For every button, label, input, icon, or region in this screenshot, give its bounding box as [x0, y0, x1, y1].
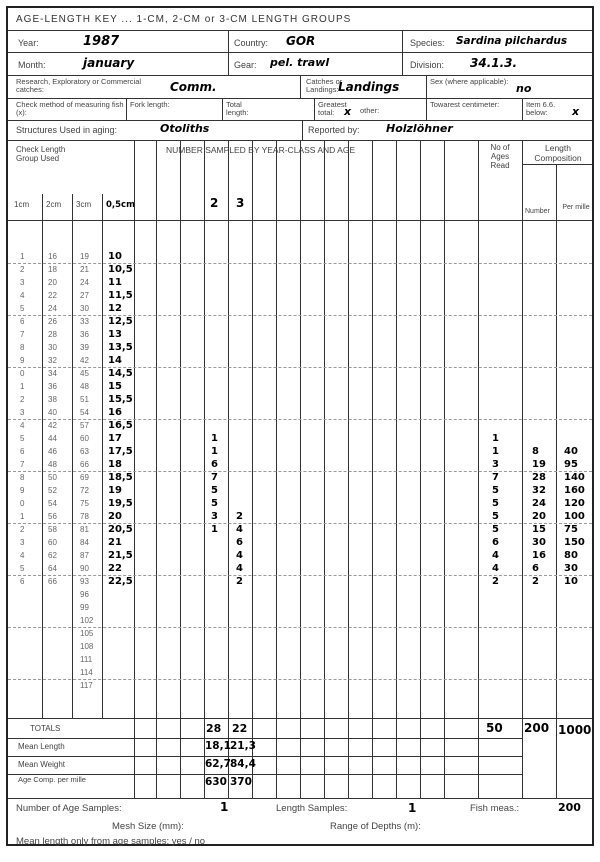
rule — [556, 164, 557, 798]
length-cell: 21,5 — [108, 550, 133, 561]
number-col-header: Number — [525, 208, 550, 215]
age-comp-age-2: 630 — [205, 776, 227, 788]
cm3-label: 39 — [80, 343, 89, 352]
cm3-label: 63 — [80, 447, 89, 456]
rule — [42, 194, 43, 718]
cm3-label: 21 — [80, 265, 89, 274]
rule — [300, 140, 301, 798]
rule — [252, 140, 253, 798]
length-cell: 16 — [108, 407, 122, 418]
method-label: Check method of measuring fish (x): — [16, 100, 124, 117]
cm2-label: 50 — [48, 473, 57, 482]
cm1-label: 9 — [20, 356, 25, 365]
cm3-label: 93 — [80, 577, 89, 586]
gear-value: pel. trawl — [270, 56, 330, 69]
cm3-label: 57 — [80, 421, 89, 430]
cm3-label: 111 — [80, 655, 93, 664]
cm1-label: 9 — [20, 486, 25, 495]
greatest-label: Greatest total: — [318, 100, 347, 117]
cm1-label: 3 — [20, 278, 25, 287]
mean-length-age-2: 18,1 — [205, 740, 231, 752]
age-comp-age-3: 370 — [230, 776, 252, 788]
mean-length-question: Mean length only from age samples: yes / no — [16, 836, 206, 847]
lc-permille-cell: 160 — [564, 485, 585, 496]
rule — [126, 98, 127, 120]
ages-read-cell: 5 — [492, 511, 499, 522]
rule — [478, 140, 479, 798]
sex-label: Sex (where applicable): — [430, 77, 509, 86]
length-cell: 11,5 — [108, 290, 133, 301]
cm3-label: 105 — [80, 629, 94, 638]
cm1-label: 3 — [20, 408, 25, 417]
lc-number-cell: 20 — [532, 511, 546, 522]
cm3-label: 102 — [80, 616, 94, 625]
month-value: january — [83, 56, 135, 70]
cm2-label: 62 — [48, 551, 57, 560]
cm3-label: 99 — [80, 603, 89, 612]
age-2-cell: 3 — [211, 511, 218, 522]
age-2-header: 2 — [210, 196, 219, 210]
rule — [8, 120, 592, 121]
rule — [314, 98, 315, 120]
reported-label: Reported by: — [308, 125, 360, 135]
age-samples-label: Number of Age Samples: — [16, 803, 122, 814]
rule — [8, 798, 592, 799]
rule — [228, 140, 229, 798]
length-cell: 20,5 — [108, 524, 133, 535]
length-samples-value: 1 — [408, 801, 417, 815]
rule — [426, 98, 427, 120]
ages-read-header: No of Ages Read — [490, 143, 510, 170]
age-3-cell: 6 — [236, 537, 243, 548]
lowerest-label: Towarest centimeter: — [430, 100, 500, 109]
rule — [204, 140, 205, 798]
cm2-label: 38 — [48, 395, 57, 404]
cm3-label: 45 — [80, 369, 89, 378]
cm1-label: 0 — [20, 369, 25, 378]
length-cell: 22 — [108, 563, 122, 574]
division-label: Division: — [410, 60, 445, 70]
age-3-cell: 4 — [236, 550, 243, 561]
length-cell: 16,5 — [108, 420, 133, 431]
rule — [8, 718, 592, 719]
cm3-label: 75 — [80, 499, 89, 508]
length-cell: 19,5 — [108, 498, 133, 509]
cm2-label: 22 — [48, 291, 57, 300]
mesh-size-label: Mesh Size (mm): — [112, 821, 184, 832]
cm3-label: 54 — [80, 408, 89, 417]
cm1-label: 6 — [20, 317, 25, 326]
length-cell: 14,5 — [108, 368, 133, 379]
mean-length-age-3: 21,3 — [230, 740, 256, 752]
cm3-label: 72 — [80, 486, 89, 495]
cm2-label: 28 — [48, 330, 57, 339]
age-2-cell: 7 — [211, 472, 218, 483]
col-2cm: 2cm — [46, 200, 62, 209]
cm2-label: 66 — [48, 577, 57, 586]
greatest-value: x — [344, 105, 352, 118]
age-2-cell: 1 — [211, 446, 218, 457]
cm2-label: 24 — [48, 304, 57, 313]
col-05cm: 0,5cm — [106, 200, 135, 210]
lc-permille-cell: 100 — [564, 511, 585, 522]
gear-label: Gear: — [234, 60, 257, 70]
length-cell: 13 — [108, 329, 122, 340]
lc-permille-cell: 140 — [564, 472, 585, 483]
lc-permille-cell: 80 — [564, 550, 578, 561]
rule — [302, 120, 303, 140]
permille-col-header: Per mille — [562, 204, 590, 211]
col-1cm: 1cm — [14, 200, 30, 209]
cm2-label: 52 — [48, 486, 57, 495]
cm1-label: 5 — [20, 304, 25, 313]
rule — [72, 194, 73, 718]
cm2-label: 20 — [48, 278, 57, 287]
rule — [300, 75, 301, 98]
cm2-label: 40 — [48, 408, 57, 417]
rule — [8, 30, 592, 31]
mean-weight-age-2: 62,7 — [205, 758, 231, 770]
cm3-label: 51 — [80, 395, 89, 404]
rule — [134, 140, 135, 798]
rule — [396, 140, 397, 798]
country-label: Country: — [234, 38, 269, 48]
length-cell: 17 — [108, 433, 122, 444]
mean-length-label: Mean Length — [18, 742, 65, 751]
cm2-label: 48 — [48, 460, 57, 469]
ages-read-cell: 4 — [492, 550, 499, 561]
length-cell: 21 — [108, 537, 122, 548]
lc-permille-cell: 120 — [564, 498, 585, 509]
cm3-label: 24 — [80, 278, 89, 287]
cm1-label: 7 — [20, 460, 25, 469]
cm3-label: 60 — [80, 434, 89, 443]
lc-number-cell: 8 — [532, 446, 539, 457]
total-age-2: 28 — [206, 722, 222, 735]
depths-label: Range of Depths (m): — [330, 821, 421, 832]
length-cell: 15 — [108, 381, 122, 392]
cm1-label: 2 — [20, 525, 25, 534]
rule — [522, 98, 523, 120]
cm3-label: 117 — [80, 681, 93, 690]
lc-permille-cell: 150 — [564, 537, 585, 548]
ages-read-cell: 2 — [492, 576, 499, 587]
total-label: Total length: — [226, 100, 249, 117]
length-cell: 12 — [108, 303, 122, 314]
ages-read-cell: 3 — [492, 459, 499, 470]
cm2-label: 44 — [48, 434, 57, 443]
rule — [276, 140, 277, 798]
number-sampled-header: NUMBER SAMPLED BY YEAR-CLASS AND AGE — [166, 145, 356, 155]
cm1-label: 8 — [20, 343, 25, 352]
length-cell: 15,5 — [108, 394, 133, 405]
catches-label: Catches or Landings: — [306, 77, 343, 94]
rule — [8, 98, 592, 99]
length-cell: 10,5 — [108, 264, 133, 275]
length-cell: 22,5 — [108, 576, 133, 587]
ages-read-cell: 6 — [492, 537, 499, 548]
length-cell: 20 — [108, 511, 122, 522]
lc-number-cell: 24 — [532, 498, 546, 509]
cm2-label: 26 — [48, 317, 57, 326]
division-value: 34.1.3. — [470, 56, 518, 70]
cm1-label: 4 — [20, 421, 25, 430]
mean-weight-age-3: 84,4 — [230, 758, 256, 770]
lc-permille-cell: 75 — [564, 524, 578, 535]
lc-number-cell: 6 — [532, 563, 539, 574]
cm2-label: 58 — [48, 525, 57, 534]
cm1-label: 6 — [20, 577, 25, 586]
cm3-label: 33 — [80, 317, 89, 326]
ages-read-cell: 4 — [492, 563, 499, 574]
age-3-cell: 4 — [236, 524, 243, 535]
fork-label: Fork length: — [130, 100, 170, 109]
structures-label: Structures Used in aging: — [16, 125, 118, 135]
research-value: Comm. — [170, 80, 217, 94]
length-cell: 18,5 — [108, 472, 133, 483]
cm2-label: 42 — [48, 421, 57, 430]
year-label: Year: — [18, 38, 39, 48]
lc-permille-cell: 10 — [564, 576, 578, 587]
cm1-label: 7 — [20, 330, 25, 339]
cm3-label: 48 — [80, 382, 89, 391]
cm3-label: 42 — [80, 356, 89, 365]
ages-read-cell: 7 — [492, 472, 499, 483]
species-label: Species: — [410, 38, 445, 48]
lc-number-cell: 19 — [532, 459, 546, 470]
lc-number-cell: 15 — [532, 524, 546, 535]
rule — [420, 140, 421, 798]
country-value: GOR — [286, 34, 316, 48]
cm2-label: 36 — [48, 382, 57, 391]
month-label: Month: — [18, 60, 46, 70]
reported-value: Holzlöhner — [386, 122, 453, 135]
group-used-label: Check Length Group Used — [16, 145, 66, 163]
total-permille: 1000 — [558, 723, 592, 737]
length-cell: 12,5 — [108, 316, 133, 327]
age-2-cell: 5 — [211, 485, 218, 496]
ages-read-cell: 5 — [492, 485, 499, 496]
cm2-label: 18 — [48, 265, 57, 274]
lc-permille-cell: 40 — [564, 446, 578, 457]
length-cell: 13,5 — [108, 342, 133, 353]
cm3-label: 81 — [80, 525, 89, 534]
age-length-form — [6, 6, 594, 846]
rule — [8, 738, 522, 739]
age-2-cell: 1 — [211, 433, 218, 444]
lc-number-cell: 30 — [532, 537, 546, 548]
length-cell: 11 — [108, 277, 122, 288]
rule — [180, 140, 181, 798]
lc-number-cell: 32 — [532, 485, 546, 496]
year-value: 1987 — [83, 34, 120, 49]
lc-permille-cell: 95 — [564, 459, 578, 470]
lc-permille-cell: 30 — [564, 563, 578, 574]
cm3-label: 108 — [80, 642, 94, 651]
rule — [522, 164, 592, 165]
age-3-cell: 2 — [236, 576, 243, 587]
cm1-label: 2 — [20, 395, 25, 404]
age-2-cell: 1 — [211, 524, 218, 535]
rule — [8, 756, 522, 757]
cm3-label: 30 — [80, 304, 89, 313]
cm1-label: 0 — [20, 499, 25, 508]
total-age-3: 22 — [232, 722, 248, 735]
cm2-label: 64 — [48, 564, 57, 573]
rule — [8, 52, 592, 53]
total-number: 200 — [524, 721, 550, 735]
cm3-label: 66 — [80, 460, 89, 469]
item-label: Item 6.6. below: — [526, 100, 556, 117]
age-comp-label: Age Comp. per mille — [18, 775, 86, 784]
length-cell: 19 — [108, 485, 122, 496]
length-cell: 18 — [108, 459, 122, 470]
cm2-label: 34 — [48, 369, 57, 378]
rule — [426, 75, 427, 98]
ages-read-cell: 1 — [492, 433, 499, 444]
rule — [372, 140, 373, 798]
rule — [522, 140, 523, 798]
age-2-cell: 6 — [211, 459, 218, 470]
catches-value: Landings — [338, 80, 400, 94]
item-value: x — [572, 105, 580, 118]
rule — [444, 140, 445, 798]
species-value: Sardina pilchardus — [456, 35, 568, 47]
ages-read-cell: 5 — [492, 498, 499, 509]
cm3-label: 27 — [80, 291, 89, 300]
research-label: Research, Exploratory or Commercial catches: — [16, 77, 142, 94]
cm1-label: 1 — [20, 512, 25, 521]
cm1-label: 4 — [20, 551, 25, 560]
cm1-label: 5 — [20, 564, 25, 573]
lc-number-cell: 16 — [532, 550, 546, 561]
form-title: AGE-LENGTH KEY ... 1-CM, 2-CM or 3-CM LENGTH GROUPS — [16, 14, 352, 25]
rule — [402, 30, 403, 75]
cm3-label: 96 — [80, 590, 89, 599]
age-3-cell: 4 — [236, 563, 243, 574]
cm3-label: 84 — [80, 538, 89, 547]
ages-read-cell: 1 — [492, 446, 499, 457]
cm3-label: 69 — [80, 473, 89, 482]
age-3-header: 3 — [236, 196, 245, 210]
length-samples-label: Length Samples: — [276, 803, 348, 814]
cm1-label: 8 — [20, 473, 25, 482]
fish-meas-label: Fish meas.: — [470, 803, 520, 814]
lc-number-cell: 28 — [532, 472, 546, 483]
cm1-label: 1 — [20, 252, 25, 261]
length-comp-header: Length Composition — [534, 143, 582, 163]
cm2-label: 46 — [48, 447, 57, 456]
cm3-label: 78 — [80, 512, 89, 521]
cm2-label: 60 — [48, 538, 57, 547]
length-cell: 17,5 — [108, 446, 133, 457]
other-label: other: — [360, 106, 380, 115]
cm2-label: 56 — [48, 512, 57, 521]
rule — [228, 30, 229, 75]
col-3cm: 3cm — [76, 200, 92, 209]
age-samples-value: 1 — [220, 800, 229, 814]
cm3-label: 36 — [80, 330, 89, 339]
cm2-label: 32 — [48, 356, 57, 365]
cm1-label: 5 — [20, 434, 25, 443]
rule — [102, 194, 103, 718]
cm2-label: 16 — [48, 252, 57, 261]
lc-number-cell: 2 — [532, 576, 539, 587]
fish-meas-value: 200 — [558, 801, 581, 814]
cm1-label: 4 — [20, 291, 25, 300]
length-cell: 10 — [108, 251, 122, 262]
cm3-label: 114 — [80, 668, 93, 677]
structures-value: Otoliths — [160, 122, 210, 135]
rule — [348, 140, 349, 798]
total-ages-read: 50 — [486, 721, 503, 735]
rule — [156, 140, 157, 798]
totals-label: TOTALS — [30, 724, 61, 733]
rule — [222, 98, 223, 120]
age-3-cell: 2 — [236, 511, 243, 522]
cm1-label: 3 — [20, 538, 25, 547]
cm3-label: 87 — [80, 551, 89, 560]
ages-read-cell: 5 — [492, 524, 499, 535]
cm3-label: 19 — [80, 252, 89, 261]
length-cell: 14 — [108, 355, 122, 366]
cm3-label: 90 — [80, 564, 89, 573]
rule — [324, 140, 325, 798]
cm1-label: 2 — [20, 265, 25, 274]
mean-weight-label: Mean Weight — [18, 760, 65, 769]
cm2-label: 30 — [48, 343, 57, 352]
sex-value: no — [516, 82, 532, 95]
cm1-label: 1 — [20, 382, 25, 391]
cm1-label: 6 — [20, 447, 25, 456]
cm2-label: 54 — [48, 499, 57, 508]
age-2-cell: 5 — [211, 498, 218, 509]
